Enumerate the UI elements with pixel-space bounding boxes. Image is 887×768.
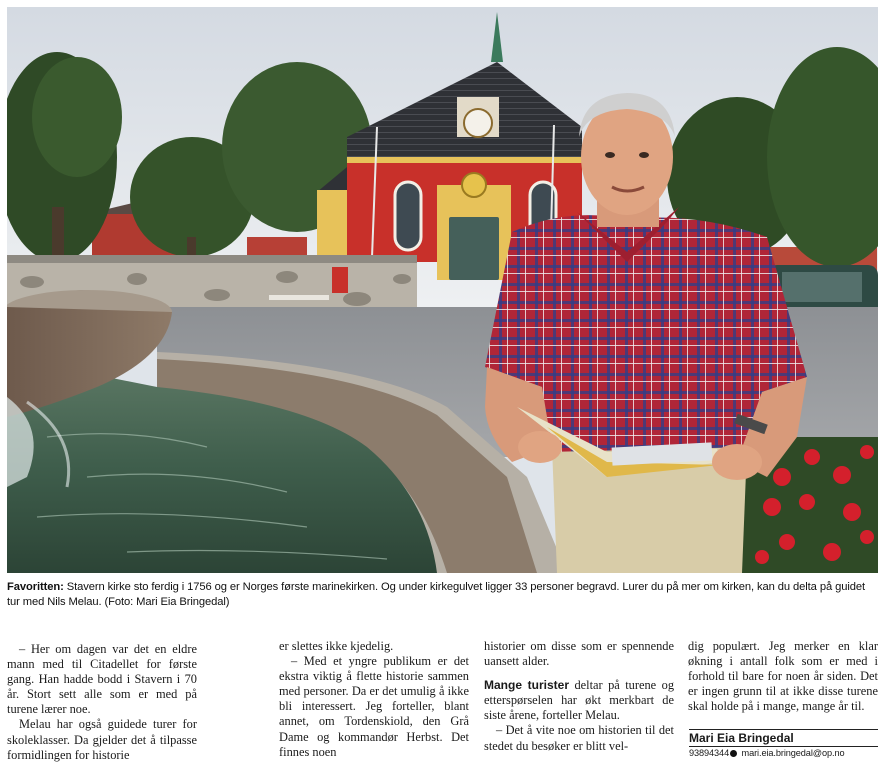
article-column-3 bbox=[484, 639, 674, 754]
byline-name: Mari Eia Bringedal bbox=[689, 731, 794, 745]
article-column-2 bbox=[279, 639, 469, 760]
caption-text: Stavern kirke sto ferdig i 1756 og er Norges første marinekirken. Og under kirkegulvet ligger 33 personer begravd. Lurer du på mer om kirken, kan du delta på guidet tur med Nils Melau. (Foto: Mari Eia Bringedal) bbox=[7, 581, 865, 608]
byline-phone: 93894344 bbox=[689, 748, 730, 758]
subheading: Mange turister bbox=[484, 678, 570, 693]
paragraph-with-subhead bbox=[484, 678, 674, 723]
paragraph: – Her om dagen var det en eldre mann med til Citadellet for første gang. Han hadde bodd i Stavern i 70 år. Stort sett alle som er med på turene lærer noe. bbox=[7, 642, 197, 717]
paragraph: Melau har også guidede turer for skoleklasser. Da gjelder det å tilpasse formidlingen for historie bbox=[7, 717, 197, 762]
bullet-icon bbox=[730, 750, 737, 757]
photo-caption bbox=[7, 580, 878, 610]
paragraph: – Det å vite noe om historien til det stedet du besøker er blitt vel- bbox=[484, 723, 674, 753]
caption-lead: Favoritten: bbox=[7, 581, 64, 593]
paragraph: dig populært. Jeg merker en klar økning i antall folk som er med i forhold til bare for noen år siden. Det er ingen grunn til at ikke disse turene skal holde på i mange, mange år til. bbox=[688, 639, 878, 714]
paragraph-text: deltar på turene og etterspørselen har økt merkbart de siste årene, forteller Melau. bbox=[484, 678, 675, 723]
article-photo bbox=[7, 7, 878, 573]
paragraph: – Med et yngre publikum er det ekstra viktig å flette historie sammen med personer. Da er det umulig å ikke bli interessert. Jeg forteller, blant annet, om Tordenskiold, den Grå Dame og kommandør Herbst. Det finnes noen bbox=[279, 654, 469, 759]
byline-contact bbox=[689, 746, 878, 760]
byline-email[interactable]: mari.eia.bringedal@op.no bbox=[741, 748, 845, 758]
paragraph: er slettes ikke kjedelig. bbox=[279, 639, 394, 653]
byline bbox=[689, 729, 878, 760]
article-column-1 bbox=[7, 642, 197, 763]
article-column-4 bbox=[688, 639, 878, 714]
paragraph: historier om disse som er spennende uansett alder. bbox=[484, 639, 674, 669]
photo-illustration bbox=[7, 7, 878, 573]
